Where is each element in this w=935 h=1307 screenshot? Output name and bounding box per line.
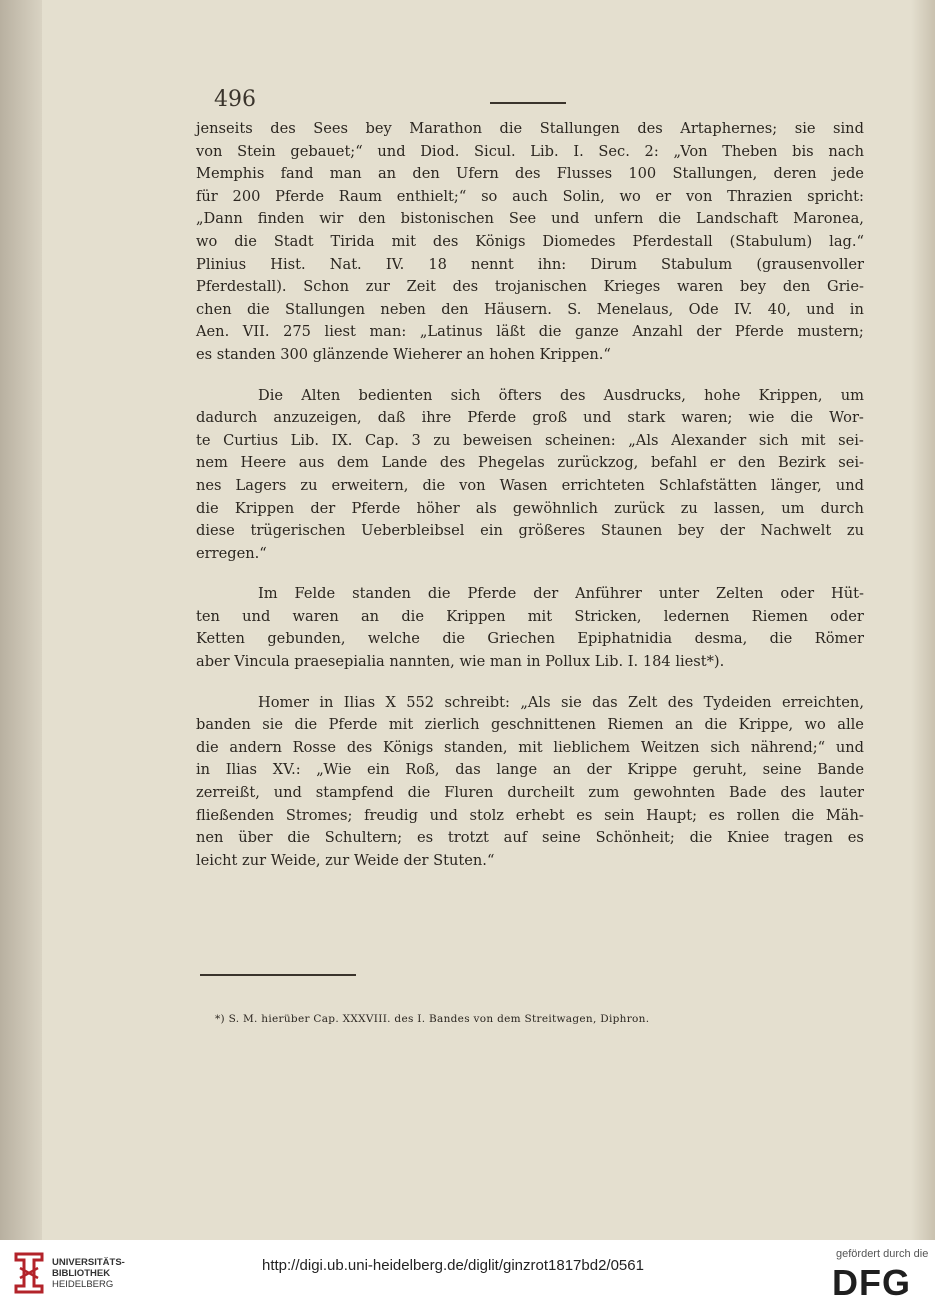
text-line: „Dann finden wir den bistonischen See und unfern die Landschaft Maronea, xyxy=(196,210,864,228)
text-line: te Curtius Lib. IX. Cap. 3 zu beweisen scheinen: „Als Alexander sich mit sei- xyxy=(196,431,864,449)
footnote: *) S. M. hierüber Cap. XXXVIII. des I. Bandes von dem Streitwagen, Diphron. xyxy=(215,1013,650,1025)
text-line: Ketten gebunden, welche die Griechen Epiphatnidia desma, die Römer xyxy=(196,630,864,648)
text-line: aber Vincula praesepialia nannten, wie man in Pollux Lib. I. 184 liest*). xyxy=(196,653,725,671)
dfg-logo[interactable]: DFG xyxy=(832,1262,911,1303)
paragraph-gap xyxy=(196,565,864,583)
funding-label: gefördert durch die xyxy=(836,1248,929,1260)
text-line: Die Alten bedienten sich öfters des Ausdrucks, hohe Krippen, um xyxy=(258,386,864,404)
text-line: nes Lagers zu erweitern, die von Wasen errichteten Schlafstätten länger, und xyxy=(196,476,864,494)
text-line: dadurch anzuzeigen, daß ihre Pferde groß und stark waren; wie die Wor- xyxy=(196,409,864,427)
library-name-line-1: UNIVERSITÄTS- xyxy=(52,1257,125,1268)
text-line: chen die Stallungen neben den Häusern. S. Menelaus, Ode IV. 40, und in xyxy=(196,300,864,318)
text-line: erregen.“ xyxy=(196,544,267,562)
body-text xyxy=(196,118,864,872)
text-line: nem Heere aus dem Lande des Phegelas zurückzog, befahl er den Bezirk sei- xyxy=(196,454,864,472)
text-line: zerreißt, und stampfend die Fluren durcheilt zum gewohnten Bade des lauter xyxy=(196,784,864,802)
text-line: die Krippen der Pferde höher als gewöhnlich zurück zu lassen, um durch xyxy=(196,499,864,517)
text-line: ten und waren an die Krippen mit Stricken, ledernen Riemen oder xyxy=(196,607,864,625)
text-line: diese trügerischen Ueberbleibsel ein größeres Staunen bey der Nachwelt zu xyxy=(196,522,864,540)
text-line: Plinius Hist. Nat. IV. 18 nennt ihn: Dirum Stabulum (grausenvoller xyxy=(196,255,864,273)
text-line: leicht zur Weide, zur Weide der Stuten.“ xyxy=(196,851,495,869)
text-line: Im Felde standen die Pferde der Anführer unter Zelten oder Hüt- xyxy=(258,585,864,603)
viewer-footer xyxy=(0,1240,935,1307)
header-rule xyxy=(490,102,566,104)
text-line: Aen. VII. 275 liest man: „Latinus läßt die ganze Anzahl der Pferde mustern; xyxy=(196,323,864,341)
text-line: die andern Rosse des Königs standen, mit lieblichem Weitzen sich nährend;“ und xyxy=(196,738,864,756)
footnote-rule xyxy=(200,974,356,976)
text-line: Pferdestall). Schon zur Zeit des trojanischen Krieges waren bey den Grie- xyxy=(196,278,864,296)
text-line: nen über die Schultern; es trotzt auf seine Schönheit; die Kniee tragen es xyxy=(196,829,864,847)
text-line: in Ilias XV.: „Wie ein Roß, das lange an der Krippe geruht, seine Bande xyxy=(196,761,864,779)
paragraph xyxy=(196,385,864,566)
paragraph-gap xyxy=(196,367,864,385)
text-line: Memphis fand man an den Ufern des Flusses 100 Stallungen, deren jede xyxy=(196,165,864,183)
permalink-url[interactable]: http://digi.ub.uni-heidelberg.de/diglit/ginzrot1817bd2/0561 xyxy=(262,1257,644,1274)
paragraph xyxy=(196,583,864,673)
paragraph xyxy=(196,692,864,873)
page-number: 496 xyxy=(214,87,256,112)
text-line: Homer in Ilias X 552 schreibt: „Als sie das Zelt des Tydeiden erreichten, xyxy=(258,693,864,711)
text-line: für 200 Pferde Raum enthielt;“ so auch Solin, wo er von Thrazien spricht: xyxy=(196,187,864,205)
library-name-line-2: BIBLIOTHEK xyxy=(52,1268,111,1279)
text-line: fließenden Stromes; freudig und stolz erhebt es sein Haupt; es rollen die Mäh- xyxy=(196,806,864,824)
paragraph-gap xyxy=(196,674,864,692)
text-line: wo die Stadt Tirida mit des Königs Diomedes Pferdestall (Stabulum) lag.“ xyxy=(196,232,864,250)
text-line: jenseits des Sees bey Marathon die Stallungen des Artaphernes; sie sind xyxy=(196,120,864,137)
text-line: banden sie die Pferde mit zierlich geschnittenen Riemen an die Krippe, wo alle xyxy=(196,716,864,734)
library-name-line-3: HEIDELBERG xyxy=(52,1279,114,1290)
text-line: es standen 300 glänzende Wieherer an hohen Krippen.“ xyxy=(196,345,611,363)
text-line: von Stein gebauet;“ und Diod. Sicul. Lib. I. Sec. 2: „Von Theben bis nach xyxy=(196,142,864,160)
paragraph xyxy=(196,118,864,367)
university-library-logo-icon[interactable] xyxy=(12,1250,46,1296)
university-library-name xyxy=(52,1257,125,1290)
